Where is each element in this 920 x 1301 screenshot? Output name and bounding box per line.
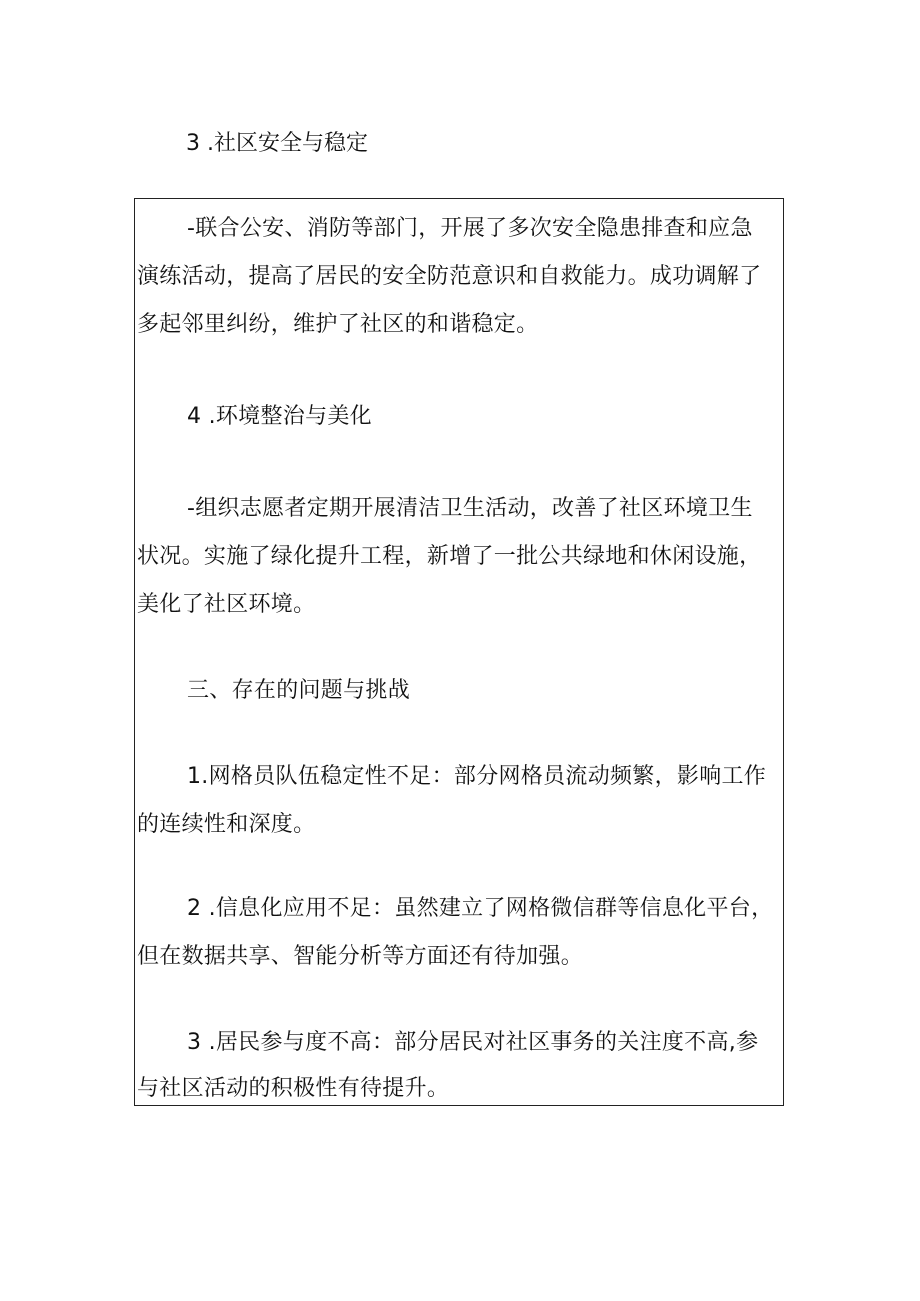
- paragraph-line: -联合公安、消防等部门，开展了多次安全隐患排查和应急: [187, 216, 753, 241]
- paragraph-line: 多起邻里纠纷，维护了社区的和谐稳定。: [137, 312, 539, 337]
- content-frame: [134, 198, 784, 1106]
- section-heading-community-safety: 3 .社区安全与稳定: [186, 131, 368, 156]
- list-item-line: 1.网格员队伍稳定性不足：部分网格员流动频繁，影响工作: [187, 764, 767, 789]
- list-item-line: 的连续性和深度。: [137, 812, 316, 837]
- list-item-line: 3 .居民参与度不高：部分居民对社区事务的关注度不高,参: [187, 1030, 759, 1055]
- paragraph-line: 美化了社区环境。: [137, 592, 316, 617]
- section-heading-problems: 三、存在的问题与挑战: [187, 678, 411, 703]
- list-item-line: 与社区活动的积极性有待提升。: [137, 1076, 450, 1101]
- paragraph-line: -组织志愿者定期开展清洁卫生活动，改善了社区环境卫生: [187, 496, 753, 521]
- paragraph-line: 演练活动，提高了居民的安全防范意识和自救能力。成功调解了: [137, 264, 762, 289]
- list-item-line: 但在数据共享、智能分析等方面还有待加强。: [137, 944, 584, 969]
- paragraph-line: 状况。实施了绿化提升工程，新增了一批公共绿地和休闲设施，: [137, 544, 762, 569]
- list-item-line: 2 .信息化应用不足：虽然建立了网格微信群等信息化平台，: [187, 896, 774, 921]
- section-heading-environment: 4 .环境整治与美化: [187, 404, 372, 429]
